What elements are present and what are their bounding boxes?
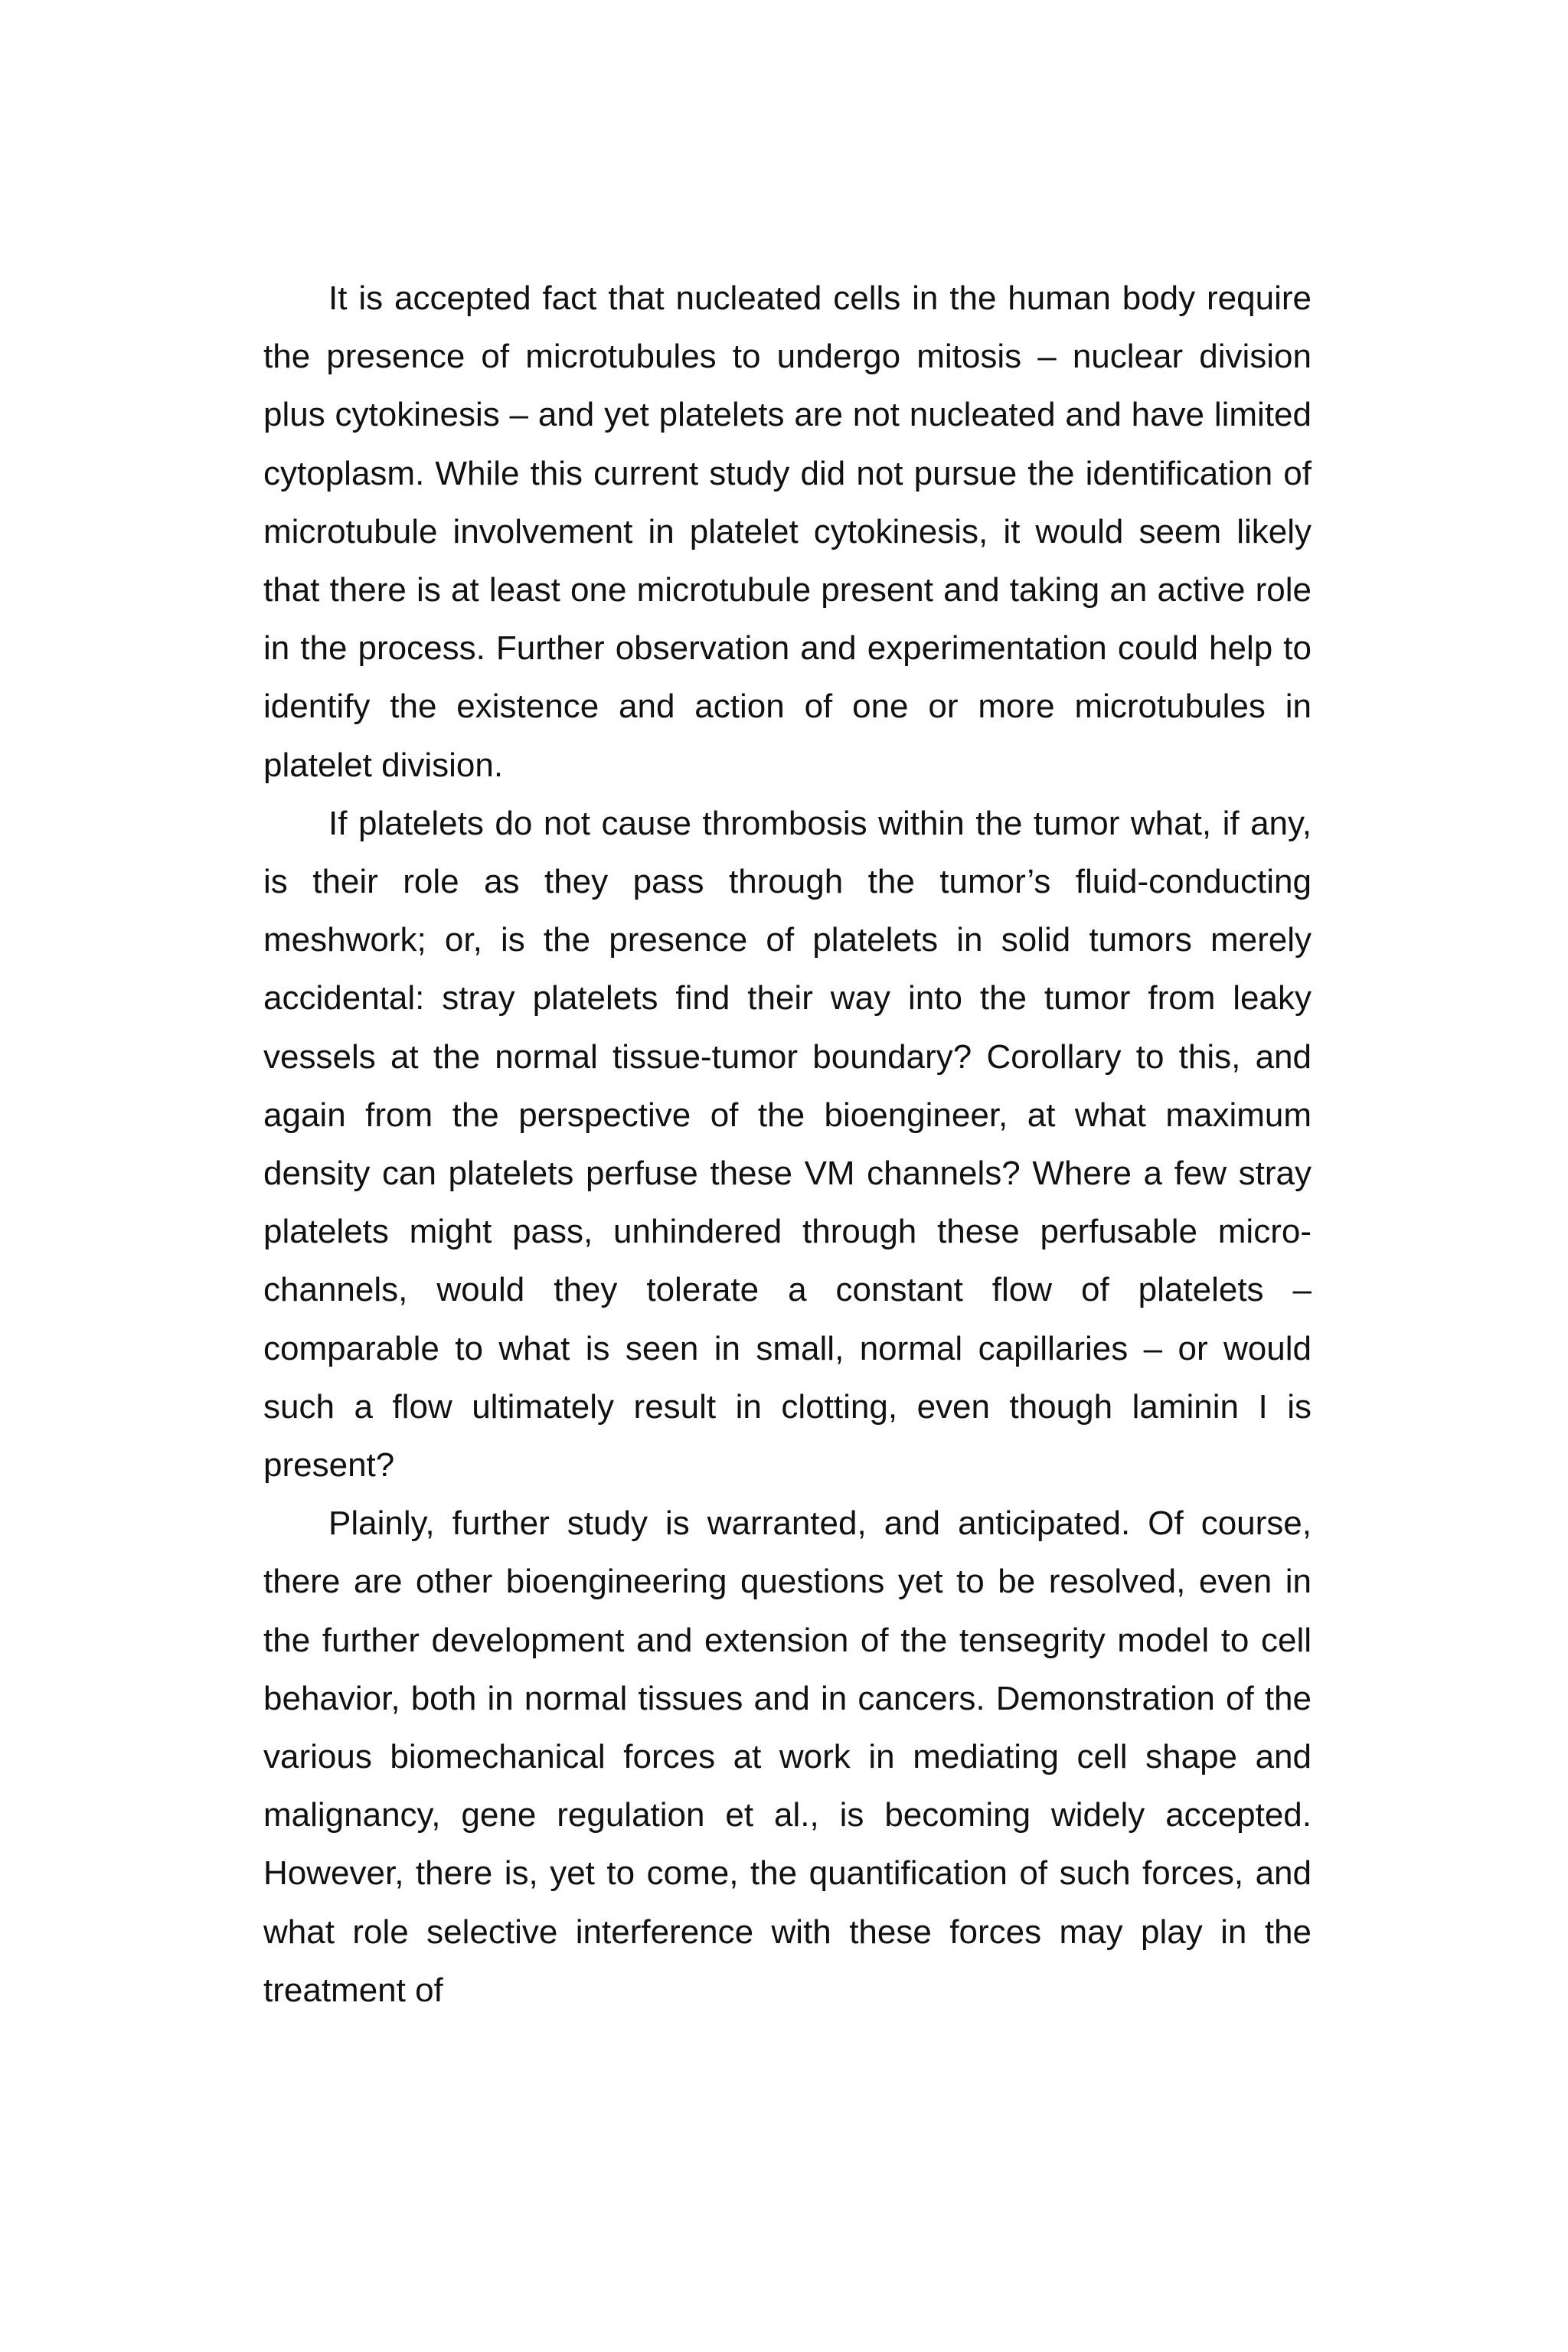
paragraph-further-study: Plainly, further study is warranted, and anticipated. Of course, there are other bioengineering questions yet to be resolved, even in the further development and extension of the tensegrity model to cell behavior, both in normal tissues and in cancers. Demonstration of the various biomechanical forces at work in mediating cell shape and malignancy, gene regulation et al., is becoming widely accepted. However, there is, yet to come, the quantification of such forces, and what role selective interference with these forces may play in the treatment of xyxy=(263,1504,1312,2009)
body-text xyxy=(263,270,1312,2020)
paragraph-platelets-role: If platelets do not cause thrombosis within the tumor what, if any, is their role as they pass through the tumor’s fluid-conducting meshwork; or, is the presence of platelets in solid tumors merely accidental: stray platelets find their way into the tumor from leaky vessels at the normal tissue-tumor boundary? Corollary to this, and again from the perspective of the bioengineer, at what maximum density can platelets perfuse these VM channels? Where a few stray platelets might pass, unhindered through these perfusable micro-channels, would they tolerate a constant flow of platelets – comparable to what is seen in small, normal capillaries – or would such a flow ultimately result in clotting, even though laminin I is present? xyxy=(263,804,1312,1485)
paragraph-microtubules: It is accepted fact that nucleated cells in the human body require the presence of microtubules to undergo mitosis – nuclear division plus cytokinesis – and yet platelets are not nucleated and have limited cytoplasm. While this current study did not pursue the identification of microtubule involvement in platelet cytokinesis, it would seem likely that there is at least one microtubule present and taking an active role in the process. Further observation and experimentation could help to identify the existence and action of one or more microtubules in platelet division. xyxy=(263,279,1312,784)
